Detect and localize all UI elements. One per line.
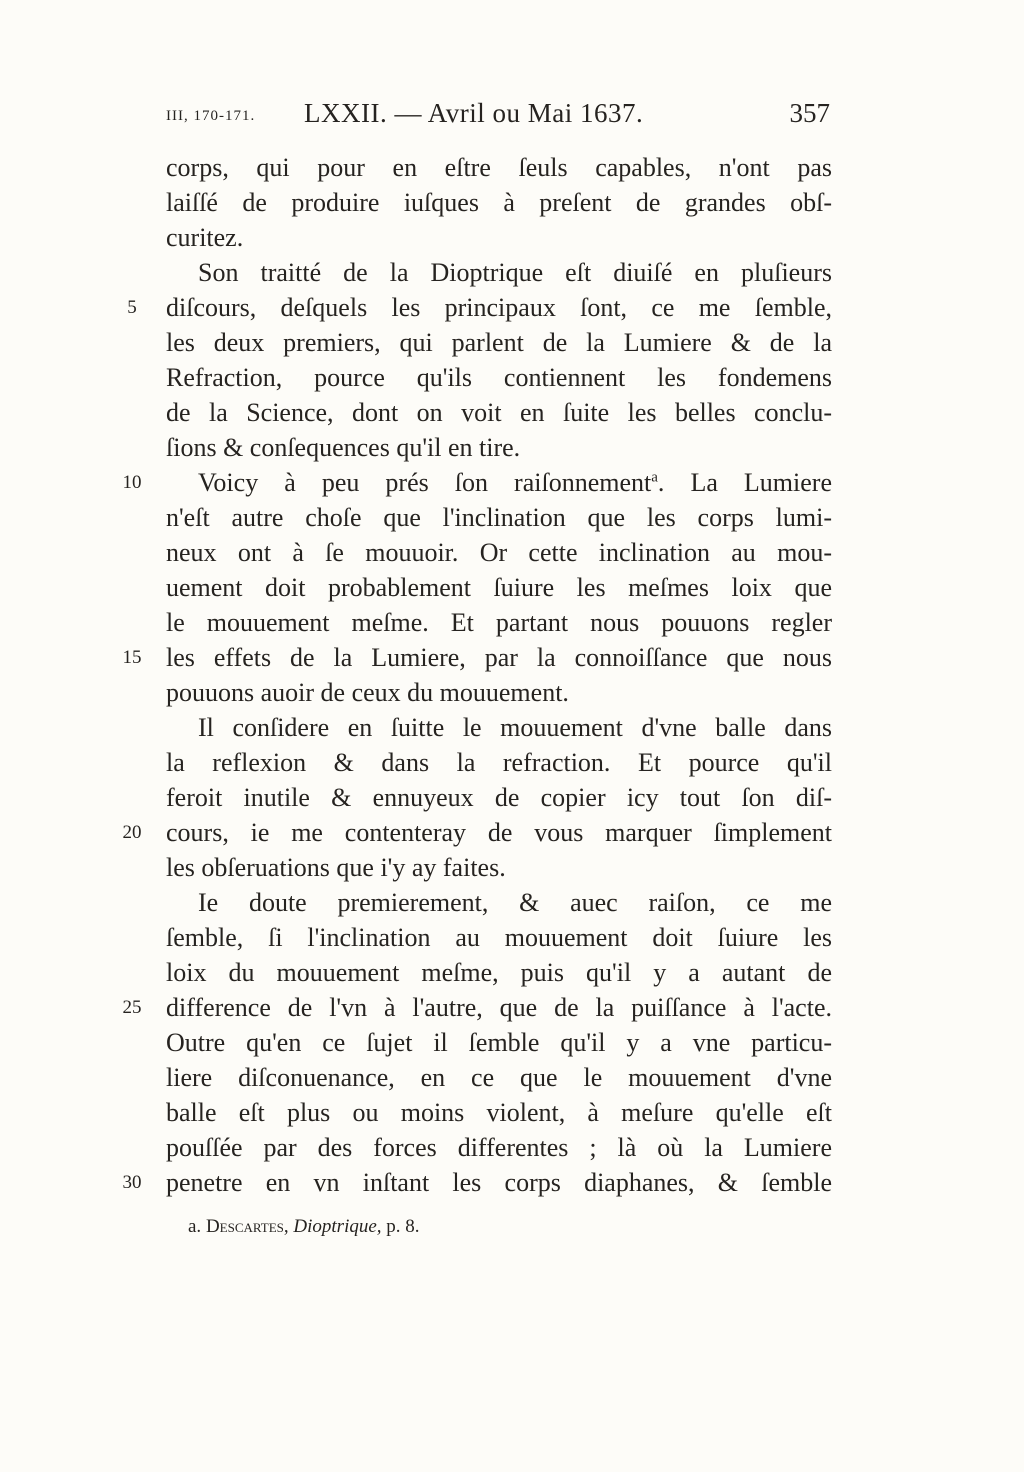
- text-line: Outre qu'en ce ſujet il ſemble qu'il y a vne particu-: [166, 1028, 832, 1057]
- text-line: neux ont à ſe mouuoir. Or cette inclination au mou-: [166, 538, 832, 567]
- text-line: corps, qui pour en eſtre ſeuls capables, n'ont pas: [166, 153, 832, 182]
- text-line-end: . La Lumiere: [657, 468, 832, 497]
- text-line: liere diſconuenance, en ce que le mouuement d'vne: [166, 1063, 832, 1092]
- text-line: curitez.: [166, 223, 244, 252]
- text-line: les effets de la Lumiere, par la connoiſſance que nous: [166, 643, 832, 672]
- text-line: pouſſée par des forces differentes ; là où la Lumiere: [166, 1133, 832, 1162]
- volume-reference: III, 170-171.: [166, 108, 256, 124]
- text-line: difference de l'vn à l'autre, que de la puiſſance à l'acte.: [166, 993, 832, 1022]
- text-line: balle eſt plus ou moins violent, à meſure qu'elle eſt: [166, 1098, 832, 1127]
- text-line: laiſſé de produire iuſques à preſent de grandes obſ-: [166, 188, 832, 217]
- line-number: 25: [122, 997, 142, 1018]
- text-line: Il conſidere en ſuitte le mouuement d'vne balle dans: [198, 713, 832, 742]
- line-number: 30: [122, 1172, 142, 1193]
- footnote-work: Dioptrique,: [293, 1216, 382, 1237]
- text-line: les deux premiers, qui parlent de la Lumiere & de la: [166, 328, 832, 357]
- footnote: [188, 1216, 420, 1238]
- letter-title: LXXII. — Avril ou Mai 1637.: [304, 98, 644, 128]
- footnote-author: Descartes,: [205, 1216, 289, 1237]
- text-line-start: Voicy à peu prés ſon raiſonnement: [198, 468, 652, 497]
- text-line: cours, ie me contenteray de vous marquer ſimplement: [166, 818, 832, 847]
- running-header: [166, 98, 834, 138]
- text-line: Refraction, pource qu'ils contiennent les fondemens: [166, 363, 832, 392]
- line-number: 15: [122, 647, 142, 668]
- text-line: ſemble, ſi l'inclination au mouuement doit ſuiure les: [166, 923, 832, 952]
- line-number: 10: [122, 472, 142, 493]
- text-line: uement doit probablement ſuiure les meſmes loix que: [166, 573, 832, 602]
- footnote-reference: a: [651, 469, 658, 486]
- text-line: feroit inutile & ennuyeux de copier icy tout ſon diſ-: [166, 783, 832, 812]
- text-line: de la Science, dont on voit en ſuite les belles conclu-: [166, 398, 832, 427]
- text-line: pouuons auoir de ceux du mouuement.: [166, 678, 569, 707]
- text-line: [166, 465, 832, 500]
- page-number: 357: [789, 98, 830, 128]
- text-line: la reflexion & dans la refraction. Et pource qu'il: [166, 748, 832, 777]
- text-line: le mouuement meſme. Et partant nous pouuons regler: [166, 608, 832, 637]
- line-number: 20: [122, 822, 142, 843]
- text-line: loix du mouuement meſme, puis qu'il y a autant de: [166, 958, 832, 987]
- line-number: 5: [127, 297, 137, 318]
- footnote-page-ref: p. 8.: [386, 1216, 420, 1237]
- text-line: diſcours, deſquels les principaux ſont, ce me ſemble,: [166, 293, 832, 322]
- text-line: les obſeruations que i'y ay faites.: [166, 853, 506, 882]
- text-line: penetre en vn inſtant les corps diaphanes, & ſemble: [166, 1168, 832, 1197]
- footnote-mark: a.: [188, 1216, 202, 1237]
- text-line: Son traitté de la Dioptrique eſt diuiſé en pluſieurs: [198, 258, 832, 287]
- text-line: ſions & conſequences qu'il en tire.: [166, 433, 521, 462]
- text-line: n'eſt autre choſe que l'inclination que les corps lumi-: [166, 503, 832, 532]
- text-line: Ie doute premierement, & auec raiſon, ce me: [198, 888, 832, 917]
